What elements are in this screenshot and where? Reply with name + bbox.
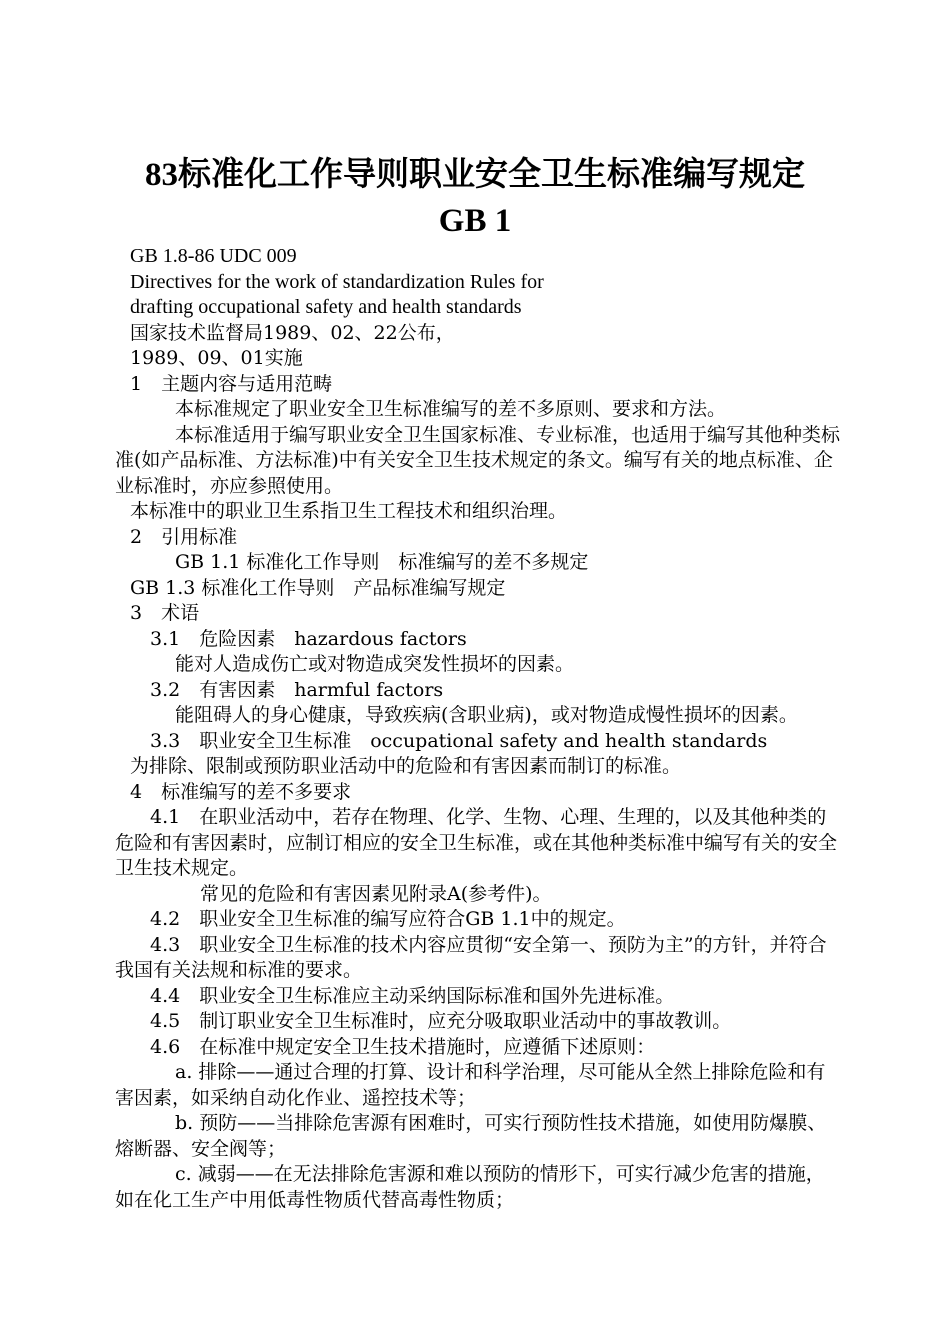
paragraph: 本标准中的职业卫生系指卫生工程技术和组织治理。	[130, 500, 568, 522]
term-heading: 3.2 有害因素 harmful factors	[150, 678, 444, 701]
section-heading-2: 2 引用标准	[130, 525, 238, 548]
section-heading-3: 3 术语	[130, 602, 200, 624]
english-title-line-1: Directives for the work of standardization Rules for	[130, 270, 544, 293]
reference-item: GB 1.1 标准化工作导则 标准编写的差不多规定	[175, 551, 589, 573]
clause-paragraph: 4.6 在标准中规定安全卫生技术措施时，应遵循下述原则：	[150, 1035, 656, 1058]
clause-paragraph: 4.2 职业安全卫生标准的编写应符合GB 1.1中的规定。	[150, 908, 626, 930]
reference-item: GB 1.3 标准化工作导则 产品标准编写规定	[130, 576, 506, 599]
list-item: a. 排除——通过合理的打算、设计和科学治理，尽可能从全然上排除危险和有害因素，如采纳自动化作业、遥控技术等；	[115, 1061, 826, 1109]
term-definition: 能阻碍人的身心健康，导致疾病(含职业病)，或对物造成慢性损坏的因素。	[175, 704, 798, 726]
term-definition: 为排除、限制或预防职业活动中的危险和有害因素而制订的标准。	[130, 755, 682, 777]
paragraph: 常见的危险和有害因素见附录A(参考件)。	[200, 882, 552, 905]
term-heading: 3.1 危险因素 hazardous factors	[150, 627, 467, 650]
document-body	[115, 244, 840, 1213]
section-heading-4: 4 标准编写的差不多要求	[130, 780, 352, 803]
publish-date-line: 国家技术监督局1989、02、22公布，	[130, 321, 455, 344]
paragraph: 本标准规定了职业安全卫生标准编写的差不多原则、要求和方法。	[175, 398, 727, 420]
term-definition: 能对人造成伤亡或对物造成突发性损坏的因素。	[175, 653, 575, 675]
section-heading-1: 1 主题内容与适用范畴	[130, 372, 333, 395]
list-item: b. 预防——当排除危害源有困难时，可实行预防性技术措施，如使用防爆膜、熔断器、安全阀等；	[115, 1112, 827, 1160]
english-title-line-2: drafting occupational safety and health standards	[130, 296, 522, 318]
term-heading: 3.3 职业安全卫生标准 occupational safety and health standards	[150, 729, 768, 752]
clause-paragraph: 4.1 在职业活动中，若存在物理、化学、生物、心理、生理的，以及其他种类的危险和有害因素时，应制订相应的安全卫生标准，或在其他种类标准中编写有关的安全卫生技术规定。	[115, 806, 838, 879]
list-item: c. 减弱——在无法排除危害源和难以预防的情形下，可实行减少危害的措施，如在化工生产中用低毒性物质代替高毒性物质；	[115, 1163, 825, 1211]
clause-paragraph: 4.3 职业安全卫生标准的技术内容应贯彻“安全第一、预防为主”的方针，并符合我国有关法规和标准的要求。	[115, 933, 827, 981]
paragraph: 本标准适用于编写职业安全卫生国家标准、专业标准，也适用于编写其他种类标准(如产品标准、方法标准)中有关安全卫生技术规定的条文。编写有关的地点标准、企业标准时，亦应参照使用。	[115, 423, 841, 497]
document-title: 83标准化工作导则职业安全卫生标准编写规定	[145, 157, 805, 193]
effective-date-line: 1989、09、01实施	[130, 347, 303, 369]
standard-code-line: GB 1.8-86 UDC 009	[130, 245, 297, 267]
document-subtitle: GB 1	[438, 203, 512, 239]
clause-paragraph: 4.4 职业安全卫生标准应主动采纳国际标准和国外先进标准。	[150, 984, 675, 1007]
clause-paragraph: 4.5 制订职业安全卫生标准时，应充分吸取职业活动中的事故教训。	[150, 1010, 732, 1032]
